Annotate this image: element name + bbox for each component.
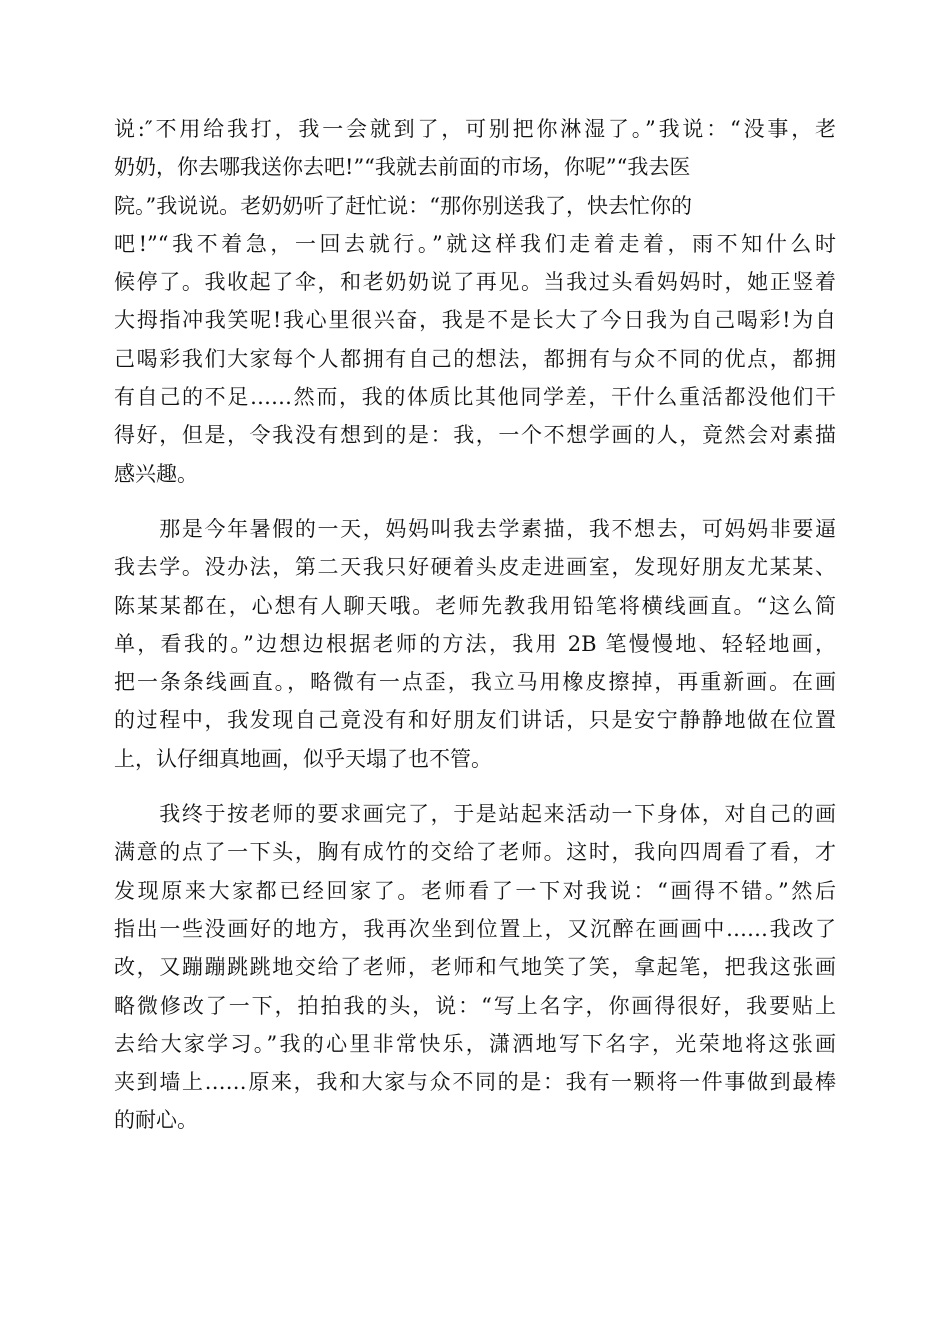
paragraph-1	[114, 110, 836, 493]
text-line: 略微修改了一下，拍拍我的头，说：“写上名字，你画得很好，我要贴上	[114, 993, 836, 1018]
text-line: 己喝彩我们大家每个人都拥有自己的想法，都拥有与众不同的优点，都拥	[114, 346, 836, 371]
paragraph-2	[114, 510, 836, 778]
text-line: 吧!”“我不着急，一回去就行。”就这样我们走着走着，雨不知什么时	[114, 231, 836, 256]
text-line: 单，看我的。”边想边根据老师的方法，我用 2B 笔慢慢地、轻轻地画，	[114, 631, 836, 656]
text-line: 得好，但是，令我没有想到的是：我，一个不想学画的人，竟然会对素描	[114, 423, 836, 448]
text-line: 夹到墙上……原来，我和大家与众不同的是：我有一颗将一件事做到最棒	[114, 1070, 836, 1095]
text-line: 感兴趣。	[114, 461, 198, 486]
text-line: 说:″不用给我打，我一会就到了，可别把你淋湿了。”我说：“没事，老	[114, 117, 836, 141]
text-line: 去给大家学习。”我的心里非常快乐，潇洒地写下名字，光荣地将这张画	[114, 1031, 836, 1056]
text-line: 我去学。没办法，第二天我只好硬着头皮走进画室，发现好朋友尤某某、	[114, 555, 836, 580]
text-line: 有自己的不足……然而，我的体质比其他同学差，干什么重活都没他们干	[114, 385, 836, 410]
text-line: 发现原来大家都已经回家了。老师看了一下对我说：“画得不错。”然后	[114, 878, 836, 903]
text-line: 候停了。我收起了伞，和老奶奶说了再见。当我过头看妈妈时，她正竖着	[114, 270, 836, 295]
text-line: 的过程中，我发现自己竟没有和好朋友们讲话，只是安宁静静地做在位置	[114, 708, 836, 733]
text-line: 我终于按老师的要求画完了，于是站起来活动一下身体，对自己的画	[114, 802, 836, 827]
text-line: 院。”我说说。老奶奶听了赶忙说：“那你别送我了，快去忙你的	[114, 193, 692, 218]
text-line: 上，认仔细真地画，似乎天塌了也不管。	[114, 746, 492, 771]
text-line: 奶奶，你去哪我送你去吧!”“我就去前面的市场，你呢”“我去医	[114, 155, 691, 180]
paragraph-3	[114, 795, 836, 1140]
text-line: 满意的点了一下头，胸有成竹的交给了老师。这时，我向四周看了看，才	[114, 840, 836, 865]
paragraph-gap	[114, 493, 836, 510]
text-line: 改，又蹦蹦跳跳地交给了老师，老师和气地笑了笑，拿起笔，把我这张画	[114, 955, 836, 980]
text-line: 大拇指冲我笑呢!我心里很兴奋，我是不是长大了今日我为自己喝彩!为自	[114, 308, 836, 333]
text-line: 把一条条线画直。，略微有一点歪，我立马用橡皮擦掉，再重新画。在画	[114, 670, 836, 695]
text-line: 陈某某都在，心想有人聊天哦。老师先教我用铅笔将横线画直。“这么简	[114, 593, 836, 618]
text-line: 的耐心。	[114, 1108, 198, 1133]
text-line: 指出一些没画好的地方，我再次坐到位置上，又沉醉在画画中……我改了	[114, 916, 836, 941]
paragraph-gap	[114, 778, 836, 795]
document-page	[114, 110, 836, 1140]
text-line: 那是今年暑假的一天，妈妈叫我去学素描，我不想去，可妈妈非要逼	[114, 516, 836, 541]
